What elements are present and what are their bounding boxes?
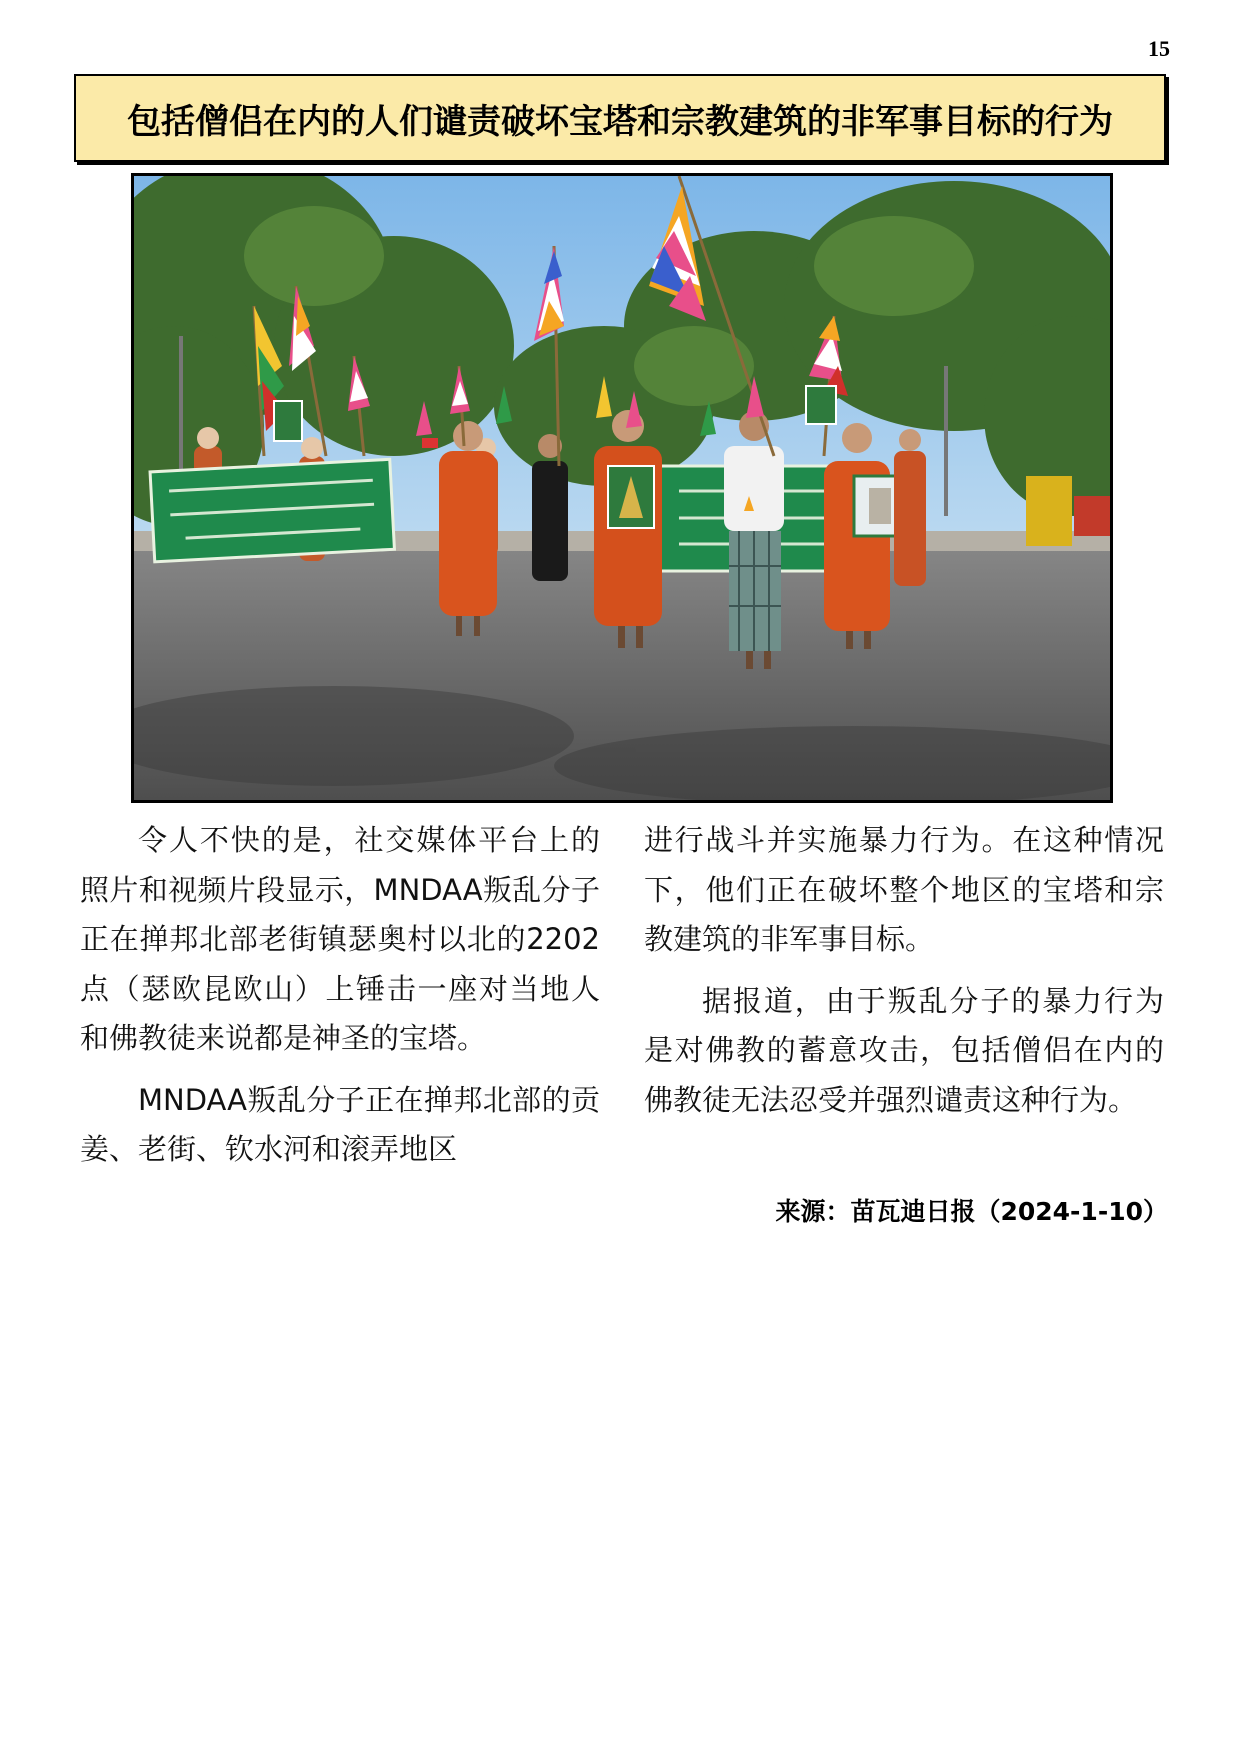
- page-number: 15: [1148, 36, 1170, 61]
- protest-photo: [131, 173, 1113, 803]
- paragraph: 令人不快的是，社交媒体平台上的照片和视频片段显示，MNDAA叛乱分子正在掸邦北部老街镇瑟奥村以北的2202点（瑟欧昆欧山）上锤击一座对当地人和佛教徒来说都是神圣的宝塔。: [80, 823, 600, 1055]
- page-title: 包括僧侣在内的人们谴责破坏宝塔和宗教建筑的非军事目标的行为: [127, 101, 1113, 142]
- source-citation: 来源：苗瓦迪日报（2024-1-10）: [775, 1197, 1168, 1226]
- title-box: [74, 74, 1166, 162]
- paragraph: MNDAA叛乱分子正在掸邦北部的贡姜、老街、钦水河和滚弄地区: [80, 1082, 600, 1166]
- body-right-column: [644, 816, 1164, 1137]
- body-left-column: [80, 816, 600, 1187]
- paragraph-continuation: 进行战斗并实施暴力行为。在这种情况下，他们正在破坏整个地区的宝塔和宗教建筑的非军事目标。: [644, 823, 1164, 956]
- paragraph: 据报道，由于叛乱分子的暴力行为是对佛教的蓄意攻击，包括僧侣在内的佛教徒无法忍受并强烈谴责这种行为。: [644, 983, 1164, 1117]
